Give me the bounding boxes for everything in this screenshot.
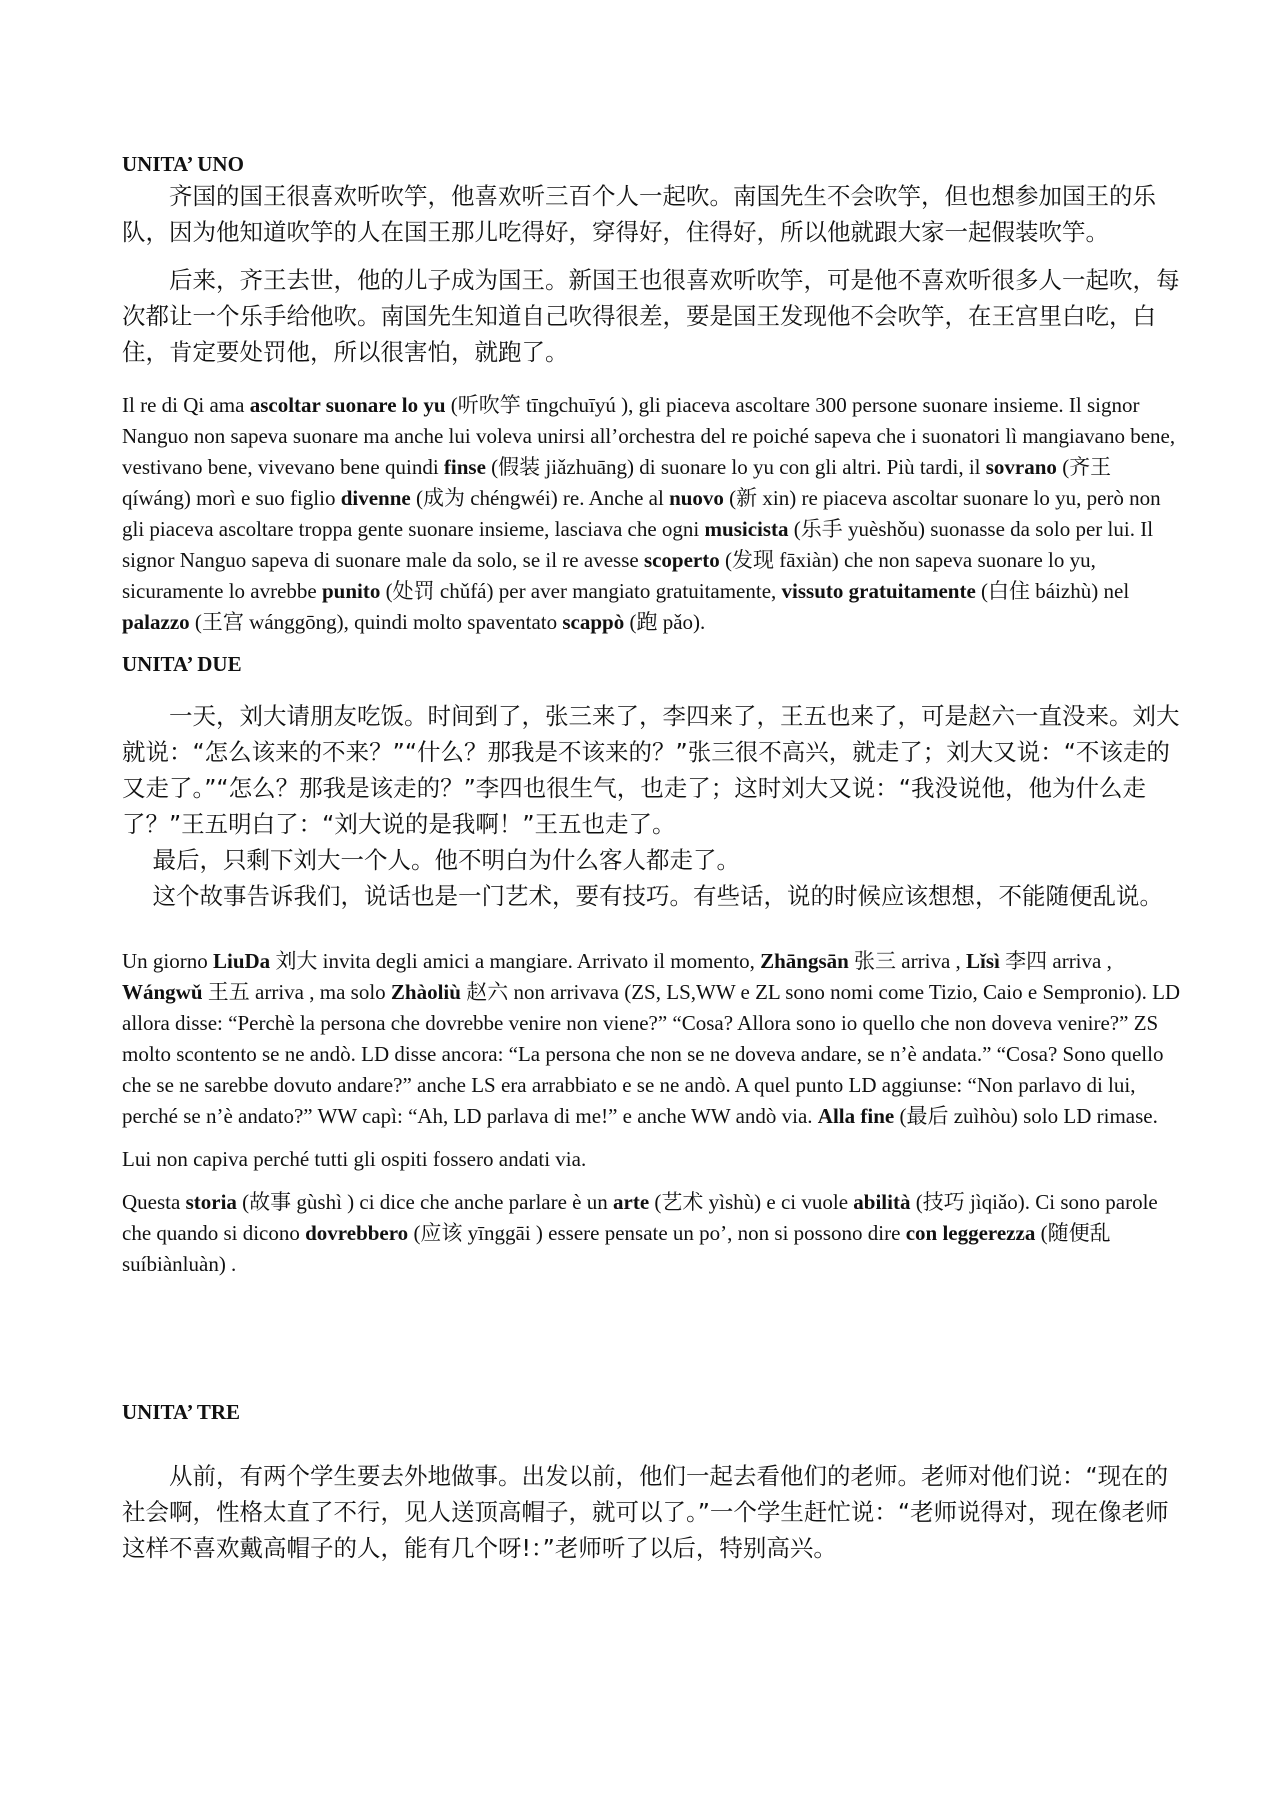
- bold-term: finse: [443, 455, 486, 479]
- unit-one-heading: UNITA’ UNO: [122, 152, 244, 176]
- spacer: [122, 934, 1182, 946]
- unit-three-chinese-paragraph-1: 从前，有两个学生要去外地做事。出发以前，他们一起去看他们的老师。老师对他们说：“现在的社会啊，性格太直了不行，见人送顶高帽子，就可以了。”一个学生赶忙说：“老师说得对，现在像老师这样不喜欢戴高帽子的人，能有几个呀!：”老师听了以后，特别高兴。: [122, 1462, 1169, 1562]
- bold-term: Lǐsì: [966, 949, 1000, 973]
- spacer: [122, 1280, 1182, 1398]
- bold-term: scoperto: [643, 548, 720, 572]
- spacer: [122, 250, 1182, 262]
- unit-two-italian-paragraph-2: Lui non capiva perché tutti gli ospiti fossero andati via.: [122, 1147, 587, 1171]
- spacer: [122, 1426, 1182, 1446]
- spacer: [122, 370, 1182, 390]
- spacer: [122, 678, 1182, 698]
- unit-one-chinese-paragraph-2: 后来，齐王去世，他的儿子成为国王。新国王也很喜欢听吹竽，可是他不喜欢听很多人一起吹，每次都让一个乐手给他吹。南国先生知道自己吹得很差，要是国王发现他不会吹竽，在王宫里白吃，白住，肯定要处罚他，所以很害怕，就跑了。: [122, 266, 1180, 366]
- bold-term: palazzo: [122, 610, 190, 634]
- spacer: [122, 1446, 1182, 1458]
- spacer: [122, 914, 1182, 934]
- bold-term: sovrano: [985, 455, 1057, 479]
- unit-two-chinese-paragraph-2: 最后，只剩下刘大一个人。他不明白为什么客人都走了。: [152, 846, 741, 874]
- document-page: [122, 150, 1182, 1566]
- bold-term: vissuto gratuitamente: [781, 579, 976, 603]
- bold-term: Zhàoliù: [390, 980, 461, 1004]
- bold-term: Zhāngsān: [760, 949, 849, 973]
- unit-two-chinese-paragraph-3: 这个故事告诉我们，说话也是一门艺术，要有技巧。有些话，说的时候应该想想，不能随便乱说。: [152, 882, 1164, 910]
- bold-term: Alla fine: [817, 1104, 895, 1128]
- bold-term: divenne: [340, 486, 411, 510]
- bold-term: abilità: [853, 1190, 911, 1214]
- bold-term: LiuDa: [213, 949, 271, 973]
- bold-term: storia: [185, 1190, 237, 1214]
- bold-term: arte: [613, 1190, 650, 1214]
- bold-term: nuovo: [669, 486, 724, 510]
- unit-two-italian-paragraph-3: Questa storia (故事 gùshì ) ci dice che anche parlare è un arte (艺术 yìshù) e ci vuole abilità (技巧 jìqiǎo). Ci sono parole che quando si dicono dovrebbero (应该 yīnggāi ) essere pensate un po’, non si possono dire con leggerezza (随便乱 suíbiànluàn) .: [122, 1190, 1158, 1276]
- unit-two-italian-paragraph-1: Un giorno LiuDa 刘大 invita degli amici a mangiare. Arrivato il momento, Zhāngsān 张三 arriva , Lǐsì 李四 arriva , Wángwǔ 王五 arriva , ma solo Zhàoliù 赵六 non arrivava (ZS, LS,WW e ZL sono nomi come Tizio, Caio e Sempronio). LD allora disse: “Perchè la persona che dovrebbe venire non viene?” “Cosa? Allora sono io quello che non doveva venire?” ZS molto scontento se ne andò. LD disse ancora: “La persona che non se ne doveva andare, se n’è andata.” “Cosa? Sono quello che se ne sarebbe dovuto andare?” anche LS era arrabbiato e se ne andò. A quel punto LD aggiunse: “Non parlavo di lui, perché se n’è andato?” WW capì: “Ah, LD parlava di me!” e anche WW andò via. Alla fine (最后 zuìhòu) solo LD rimase.: [122, 949, 1181, 1128]
- bold-term: con leggerezza: [905, 1221, 1036, 1245]
- bold-term: musicista: [704, 517, 789, 541]
- bold-term: punito: [322, 579, 381, 603]
- spacer: [122, 1132, 1182, 1144]
- unit-two-chinese-paragraph-1: 一天，刘大请朋友吃饭。时间到了，张三来了，李四来了，王五也来了，可是赵六一直没来。刘大就说：“怎么该来的不来？”“什么？那我是不该来的？”张三很不高兴，就走了；刘大又说：“不该走的又走了。”“怎么？那我是该走的？”李四也很生气，也走了；这时刘大又说：“我没说他，他为什么走了？”王五明白了：“刘大说的是我啊！”王五也走了。: [122, 702, 1180, 838]
- bold-term: Wángwǔ: [122, 980, 203, 1004]
- bold-term: ascoltar suonare lo yu: [249, 393, 446, 417]
- unit-three-heading: UNITA’ TRE: [122, 1400, 241, 1424]
- unit-one-italian-translation: Il re di Qi ama ascoltar suonare lo yu (听吹竽 tīngchuīyú ), gli piaceva ascoltare 300 persone suonare insieme. Il signor Nanguo non sapeva suonare ma anche lui voleva unirsi all’orchestra del re poiché sapeva che i suonatori lì mangiavano bene, vestivano bene, vivevano bene quindi finse (假装 jiǎzhuāng) di suonare lo yu con gli altri. Più tardi, il sovrano (齐王 qíwáng) morì e suo figlio divenne (成为 chéngwéi) re. Anche al nuovo (新 xin) re piaceva ascoltar suonare lo yu, però non gli piaceva ascoltare troppa gente suonare insieme, lasciava che ogni musicista (乐手 yuèshǒu) suonasse da solo per lui. Il signor Nanguo sapeva di suonare male da solo, se il re avesse scoperto (发现 fāxiàn) che non sapeva suonare lo yu, sicuramente lo avrebbe punito (处罚 chǔfá) per aver mangiato gratuitamente, vissuto gratuitamente (白住 báizhù) nel palazzo (王宫 wánggōng), quindi molto spaventato scappò (跑 pǎo).: [122, 393, 1176, 634]
- spacer: [122, 1175, 1182, 1187]
- unit-two-heading: UNITA’ DUE: [122, 652, 242, 676]
- bold-term: scappò: [562, 610, 625, 634]
- bold-term: dovrebbero: [305, 1221, 409, 1245]
- unit-one-chinese-paragraph-1: 齐国的国王很喜欢听吹竽，他喜欢听三百个人一起吹。南国先生不会吹竽，但也想参加国王的乐队，因为他知道吹竽的人在国王那儿吃得好，穿得好，住得好，所以他就跟大家一起假装吹竽。: [122, 182, 1156, 246]
- spacer: [122, 638, 1182, 650]
